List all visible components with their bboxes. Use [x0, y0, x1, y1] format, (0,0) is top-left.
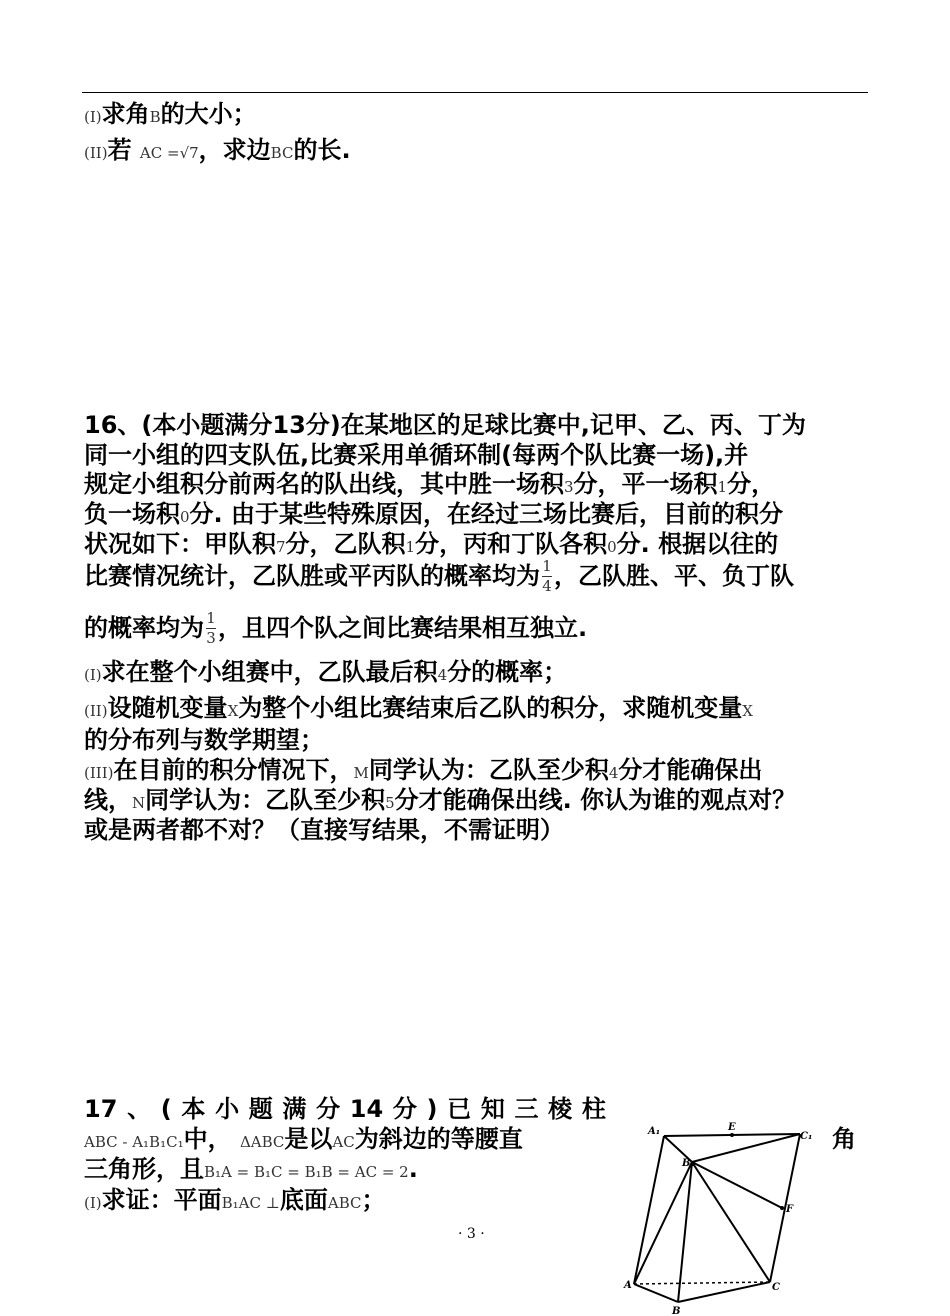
- q17-line-2-tail: 角: [832, 1125, 856, 1153]
- q16-part-1: (I)求在整个小组赛中，乙队最后积4分的概率；: [84, 658, 568, 686]
- label-a1: A₁: [648, 1126, 661, 1137]
- q16-line-2: 同一小组的四支队伍,比赛采用单循环制(每两个队比赛一场),并: [84, 441, 749, 469]
- q16-part-3-end: 或是两者都不对？（直接写结果，不需证明）: [84, 816, 564, 844]
- q15-part-1: (I)求角B的大小；: [84, 100, 257, 128]
- fraction-one-third: $\frac{1}{3}$: [206, 608, 216, 647]
- point-e: [730, 1133, 734, 1137]
- top-rule: [82, 92, 868, 93]
- q17-line-1: 17 、 ( 本 小 题 满 分 14 分 ) 已 知 三 棱 柱: [84, 1095, 606, 1123]
- fraction-one-quarter: $\frac{1}{4}$: [542, 556, 552, 595]
- q16-line-6: 比赛情况统计，乙队胜或平丙队的概率均为 $\frac{1}{4}$ ，乙队胜、平、负丁队: [84, 556, 794, 595]
- q16-part-2-cont: 的分布列与数学期望；: [84, 726, 324, 754]
- hidden-edge-ac: [634, 1282, 770, 1284]
- q17-line-3: 三角形，且B₁A = B₁C = B₁B = AC = 2.: [84, 1155, 418, 1183]
- q16-line-3: 规定小组积分前两名的队出线，其中胜一场积3分，平一场积1分，: [84, 470, 776, 498]
- point-f: [780, 1206, 784, 1210]
- page-number: · 3 ·: [458, 1226, 485, 1242]
- label-f: F: [786, 1204, 794, 1215]
- q16-part-3-cont: 线，N同学认为：乙队至少积5分才能确保出线. 你认为谁的观点对？: [84, 786, 797, 814]
- prism-edges: [634, 1134, 800, 1302]
- q16-line-1: 16、(本小题满分13分)在某地区的足球比赛中,记甲、乙、丙、丁为: [84, 411, 806, 439]
- label-e: E: [728, 1122, 736, 1133]
- q17-part-1: (I)求证：平面B₁AC ⊥底面ABC；: [84, 1186, 386, 1214]
- q16-line-4: 负一场积0分. 由于某些特殊原因，在经过三场比赛后，目前的积分: [84, 500, 784, 528]
- q16-line-5: 状况如下：甲队积7分，乙队积1分，丙和丁队各积0分. 根据以往的: [84, 530, 779, 558]
- label-a: A: [624, 1280, 632, 1291]
- label-b1: B₁: [682, 1158, 695, 1169]
- label-c: C: [772, 1282, 780, 1293]
- q16-part-2: (II)设随机变量X为整个小组比赛结束后乙队的积分，求随机变量X: [84, 694, 753, 722]
- q16-line-7: 的概率均为 $\frac{1}{3}$ ，且四个队之间比赛结果相互独立.: [84, 608, 588, 647]
- q17-line-2: ABC - A₁B₁C₁中， ΔABC是以AC为斜边的等腰直: [84, 1125, 523, 1153]
- q15-part-2: (II)若 AC =√7，求边BC的长.: [84, 136, 351, 164]
- q16-part-3: (III)在目前的积分情况下，M同学认为：乙队至少积4分才能确保出: [84, 756, 763, 784]
- label-b: B: [672, 1306, 681, 1316]
- label-c1: C₁: [800, 1131, 813, 1142]
- prism-figure: [620, 1120, 820, 1316]
